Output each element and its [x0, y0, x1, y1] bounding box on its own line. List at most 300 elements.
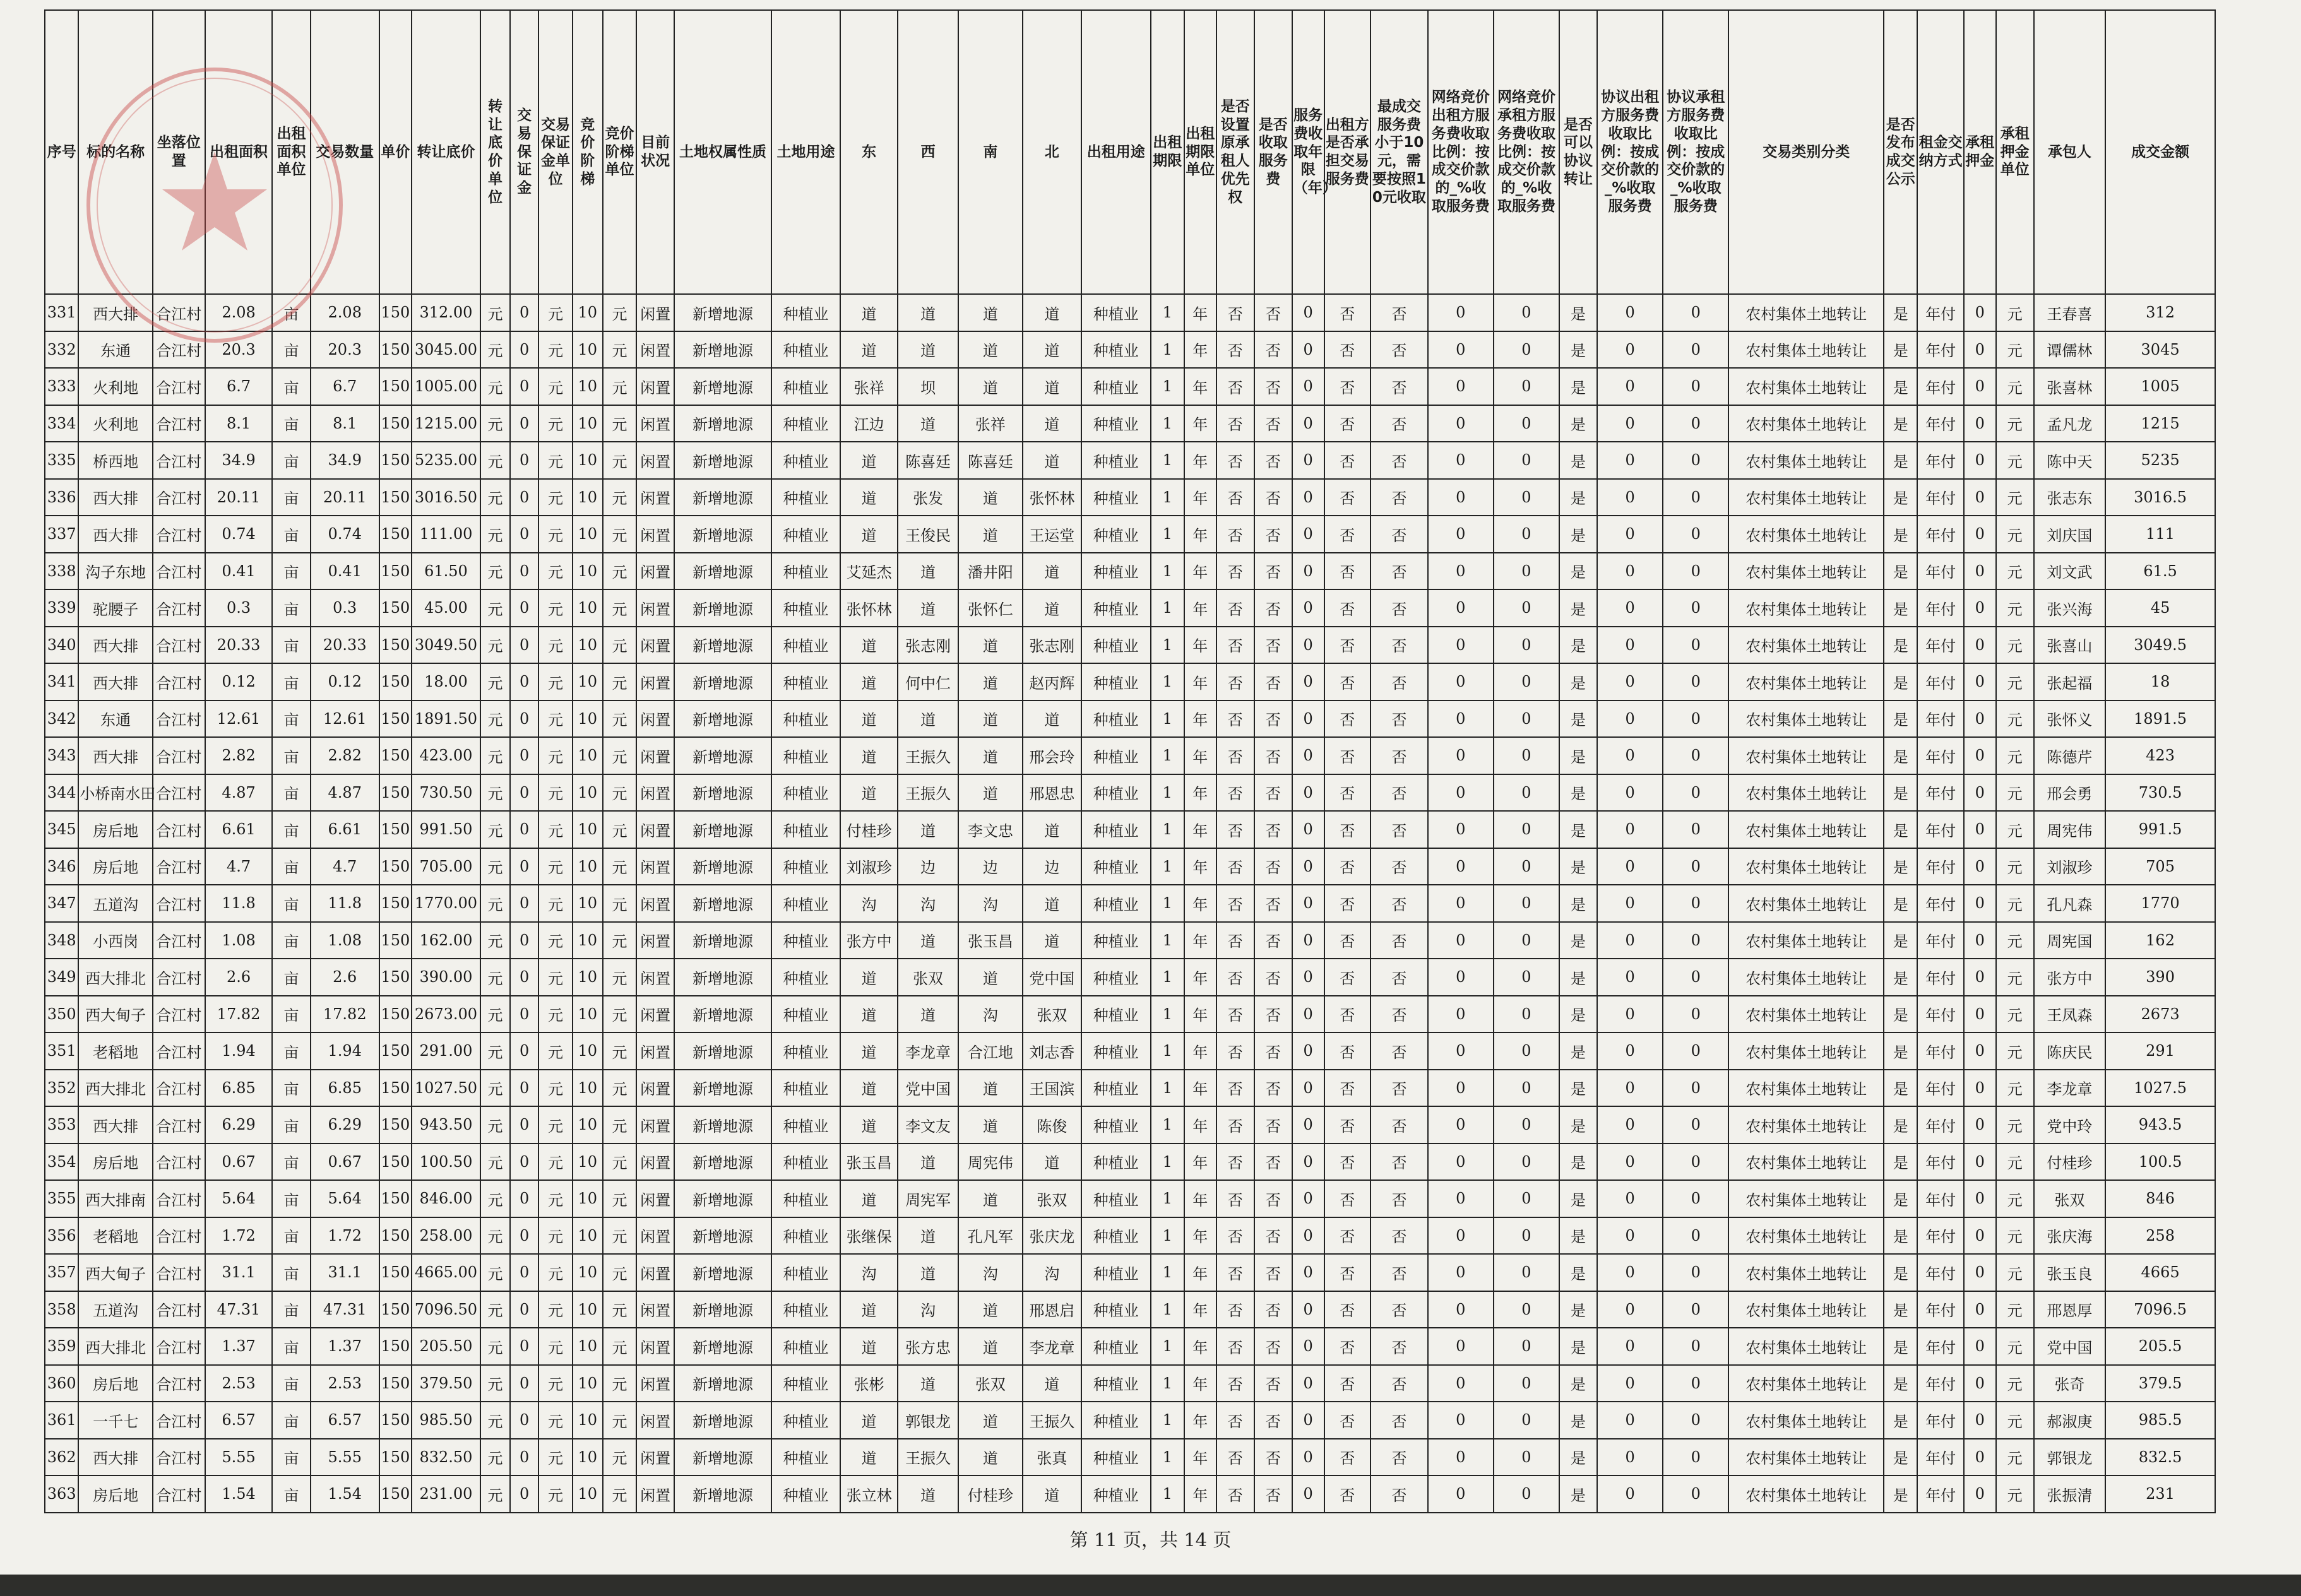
table-cell: 61.50	[412, 553, 480, 590]
table-cell: 闲置	[636, 848, 674, 885]
table-cell: 元	[1996, 405, 2034, 442]
table-cell: 农村集体土地转让	[1728, 996, 1884, 1033]
table-cell: 元	[480, 1217, 510, 1255]
table-cell: 种植业	[1081, 774, 1150, 812]
table-cell: 5.55	[205, 1439, 273, 1476]
table-cell: 10	[573, 479, 603, 516]
table-cell: 元	[603, 1328, 636, 1365]
table-cell: 新增地源	[674, 1106, 771, 1144]
table-cell: 道	[958, 331, 1022, 369]
column-header: 协议承租方服务费收取比例：按成交价款的_%收取服务费	[1663, 10, 1728, 294]
table-cell: 1027.5	[2105, 1070, 2215, 1107]
table-cell: 元	[538, 1180, 572, 1217]
table-cell: 0	[1494, 479, 1559, 516]
table-cell: 否	[1254, 848, 1292, 885]
table-cell: 元	[538, 996, 572, 1033]
table-cell: 0	[510, 331, 538, 369]
table-cell: 1	[1151, 885, 1184, 922]
table-cell: 张双	[1023, 1180, 1081, 1217]
table-cell: 新增地源	[674, 1217, 771, 1255]
table-cell: 否	[1324, 1217, 1370, 1255]
table-cell: 元	[480, 368, 510, 405]
table-cell: 是	[1884, 1291, 1917, 1328]
table-cell: 0	[510, 1475, 538, 1513]
table-cell: 合江村	[153, 405, 205, 442]
table-cell: 郭银龙	[2034, 1439, 2105, 1476]
table-cell: 344	[45, 774, 78, 812]
table-cell: 是	[1559, 1475, 1597, 1513]
table-cell: 合江村	[153, 737, 205, 774]
table-cell: 0	[510, 996, 538, 1033]
table-cell: 0	[1292, 996, 1324, 1033]
table-cell: 王俊民	[898, 516, 958, 553]
table-cell: 元	[603, 627, 636, 664]
table-cell: 张怀林	[840, 589, 898, 627]
table-cell: 4.7	[205, 848, 273, 885]
table-cell: 0	[1663, 663, 1728, 700]
table-cell: 0	[510, 516, 538, 553]
table-cell: 元	[480, 996, 510, 1033]
table-cell: 0	[1494, 589, 1559, 627]
table-cell: 0	[1964, 774, 1996, 812]
table-cell: 否	[1254, 553, 1292, 590]
table-cell: 34.9	[311, 442, 379, 479]
table-cell: 150	[379, 1402, 412, 1439]
table-cell: 338	[45, 553, 78, 590]
table-row	[45, 331, 2215, 369]
table-cell: 0	[1964, 1106, 1996, 1144]
table-cell: 道	[1023, 922, 1081, 959]
table-cell: 西大排	[78, 663, 152, 700]
table-cell: 0	[1428, 442, 1494, 479]
table-cell: 0	[510, 368, 538, 405]
table-cell: 0	[1597, 774, 1663, 812]
table-cell: 10	[573, 811, 603, 848]
table-cell: 道	[958, 516, 1022, 553]
table-cell: 10	[573, 663, 603, 700]
table-cell: 1	[1151, 848, 1184, 885]
table-cell: 0	[510, 1254, 538, 1291]
table-cell: 元	[603, 1032, 636, 1070]
table-cell: 年付	[1917, 848, 1963, 885]
table-cell: 0	[1597, 1180, 1663, 1217]
table-cell: 李龙章	[898, 1032, 958, 1070]
table-cell: 347	[45, 885, 78, 922]
table-cell: 种植业	[1081, 1032, 1150, 1070]
table-cell: 否	[1324, 1106, 1370, 1144]
table-cell: 元	[480, 1439, 510, 1476]
table-cell: 0.12	[311, 663, 379, 700]
table-cell: 新增地源	[674, 553, 771, 590]
table-row	[45, 1106, 2215, 1144]
table-cell: 4665	[2105, 1254, 2215, 1291]
table-cell: 元	[538, 1475, 572, 1513]
table-cell: 343	[45, 737, 78, 774]
table-cell: 否	[1216, 553, 1254, 590]
table-cell: 沟子东地	[78, 553, 152, 590]
table-cell: 道	[840, 663, 898, 700]
table-cell: 闲置	[636, 368, 674, 405]
table-cell: 王国滨	[1023, 1070, 1081, 1107]
table-cell: 是	[1559, 1106, 1597, 1144]
table-cell: 种植业	[1081, 516, 1150, 553]
table-cell: 3016.5	[2105, 479, 2215, 516]
table-cell: 0	[1494, 1144, 1559, 1181]
table-cell: 道	[958, 1328, 1022, 1365]
column-header: 交易数量	[311, 10, 379, 294]
table-cell: 年付	[1917, 516, 1963, 553]
table-cell: 0	[1597, 1291, 1663, 1328]
table-cell: 种植业	[1081, 1106, 1150, 1144]
table-cell: 358	[45, 1291, 78, 1328]
table-cell: 道	[840, 1106, 898, 1144]
table-cell: 潘井阳	[958, 553, 1022, 590]
table-cell: 否	[1216, 663, 1254, 700]
table-cell: 否	[1324, 1144, 1370, 1181]
table-cell: 是	[1884, 1180, 1917, 1217]
table-cell: 元	[1996, 1217, 2034, 1255]
table-cell: 0	[510, 774, 538, 812]
table-cell: 0	[1663, 294, 1728, 331]
table-cell: 否	[1324, 294, 1370, 331]
table-cell: 新增地源	[674, 996, 771, 1033]
table-cell: 孔凡军	[958, 1217, 1022, 1255]
table-cell: 元	[538, 1365, 572, 1402]
table-cell: 闲置	[636, 811, 674, 848]
table-cell: 11.8	[205, 885, 273, 922]
table-cell: 0	[510, 1365, 538, 1402]
table-cell: 是	[1884, 553, 1917, 590]
table-cell: 150	[379, 700, 412, 738]
column-header: 交易类别分类	[1728, 10, 1884, 294]
table-cell: 否	[1216, 737, 1254, 774]
table-cell: 985.5	[2105, 1402, 2215, 1439]
table-cell: 0	[1494, 811, 1559, 848]
table-cell: 2673.00	[412, 996, 480, 1033]
table-cell: 0	[1428, 294, 1494, 331]
table-cell: 年	[1184, 774, 1216, 812]
table-cell: 0	[1663, 1328, 1728, 1365]
table-cell: 是	[1884, 1365, 1917, 1402]
table-cell: 10	[573, 1328, 603, 1365]
table-cell: 351	[45, 1032, 78, 1070]
table-cell: 1	[1151, 1106, 1184, 1144]
table-cell: 张彬	[840, 1365, 898, 1402]
table-cell: 李文忠	[958, 811, 1022, 848]
table-cell: 元	[603, 885, 636, 922]
table-cell: 刘庆国	[2034, 516, 2105, 553]
table-cell: 西大排北	[78, 1328, 152, 1365]
table-cell: 339	[45, 589, 78, 627]
table-cell: 农村集体土地转让	[1728, 737, 1884, 774]
table-cell: 20.33	[311, 627, 379, 664]
table-cell: 道	[958, 294, 1022, 331]
table-cell: 1	[1151, 1180, 1184, 1217]
table-cell: 是	[1559, 700, 1597, 738]
table-cell: 道	[898, 294, 958, 331]
table-cell: 10	[573, 848, 603, 885]
table-cell: 0	[1964, 516, 1996, 553]
table-cell: 合江村	[153, 811, 205, 848]
table-cell: 种植业	[1081, 589, 1150, 627]
table-cell: 150	[379, 405, 412, 442]
table-cell: 150	[379, 368, 412, 405]
table-cell: 新增地源	[674, 442, 771, 479]
table-cell: 10	[573, 700, 603, 738]
table-cell: 闲置	[636, 959, 674, 996]
table-cell: 否	[1370, 516, 1428, 553]
table-cell: 150	[379, 589, 412, 627]
table-cell: 0	[1494, 368, 1559, 405]
table-cell: 元	[538, 885, 572, 922]
table-row	[45, 1070, 2215, 1107]
table-cell: 1	[1151, 996, 1184, 1033]
table-cell: 新增地源	[674, 1032, 771, 1070]
table-row	[45, 405, 2215, 442]
table-cell: 334	[45, 405, 78, 442]
table-cell: 10	[573, 1365, 603, 1402]
table-cell: 0	[1292, 516, 1324, 553]
table-cell: 闲置	[636, 1439, 674, 1476]
table-cell: 否	[1216, 1180, 1254, 1217]
table-cell: 349	[45, 959, 78, 996]
table-cell: 0	[1428, 959, 1494, 996]
table-cell: 否	[1324, 1475, 1370, 1513]
table-cell: 335	[45, 442, 78, 479]
table-cell: 是	[1559, 1217, 1597, 1255]
table-cell: 18.00	[412, 663, 480, 700]
table-cell: 否	[1254, 774, 1292, 812]
table-cell: 0	[1494, 627, 1559, 664]
table-cell: 年	[1184, 1144, 1216, 1181]
table-cell: 元	[1996, 922, 2034, 959]
table-cell: 是	[1559, 294, 1597, 331]
table-cell: 312	[2105, 294, 2215, 331]
table-cell: 闲置	[636, 996, 674, 1033]
table-cell: 0	[1292, 811, 1324, 848]
table-cell: 6.7	[311, 368, 379, 405]
table-cell: 0	[1964, 553, 1996, 590]
table-cell: 道	[898, 1365, 958, 1402]
page-footer: 第 11 页，共 14 页	[1069, 1529, 1232, 1551]
table-cell: 元	[538, 1439, 572, 1476]
table-cell: 0	[1292, 885, 1324, 922]
table-cell: 0	[1663, 1217, 1728, 1255]
table-cell: 元	[603, 294, 636, 331]
table-cell: 新增地源	[674, 1070, 771, 1107]
table-body	[45, 294, 2215, 1513]
table-cell: 5235	[2105, 442, 2215, 479]
table-cell: 1.08	[311, 922, 379, 959]
table-row	[45, 1475, 2215, 1513]
table-cell: 0.3	[311, 589, 379, 627]
table-cell: 年付	[1917, 1291, 1963, 1328]
table-cell: 2.6	[205, 959, 273, 996]
table-cell: 合江村	[153, 1328, 205, 1365]
table-cell: 李龙章	[1023, 1328, 1081, 1365]
table-cell: 元	[1996, 1032, 2034, 1070]
table-cell: 郝淑庚	[2034, 1402, 2105, 1439]
table-cell: 0	[1292, 700, 1324, 738]
table-cell: 0	[1597, 479, 1663, 516]
table-cell: 邢恩启	[1023, 1291, 1081, 1328]
table-cell: 346	[45, 848, 78, 885]
table-cell: 元	[1996, 885, 2034, 922]
table-cell: 0	[1964, 737, 1996, 774]
table-cell: 150	[379, 922, 412, 959]
table-cell: 西大排南	[78, 1180, 152, 1217]
table-cell: 年	[1184, 959, 1216, 996]
table-cell: 张玉昌	[840, 1144, 898, 1181]
table-cell: 道	[958, 368, 1022, 405]
table-cell: 0	[1428, 1328, 1494, 1365]
table-cell: 0	[1597, 1144, 1663, 1181]
table-cell: 150	[379, 553, 412, 590]
table-cell: 150	[379, 1217, 412, 1255]
table-cell: 否	[1216, 589, 1254, 627]
table-cell: 合江村	[153, 1254, 205, 1291]
table-cell: 沟	[840, 885, 898, 922]
table-cell: 亩	[272, 1070, 310, 1107]
table-cell: 否	[1370, 959, 1428, 996]
table-cell: 种植业	[1081, 1365, 1150, 1402]
table-cell: 31.1	[311, 1254, 379, 1291]
table-cell: 0	[1428, 885, 1494, 922]
table-cell: 350	[45, 996, 78, 1033]
table-cell: 61.5	[2105, 553, 2215, 590]
table-cell: 元	[1996, 959, 2034, 996]
table-cell: 元	[603, 959, 636, 996]
table-cell: 农村集体土地转让	[1728, 294, 1884, 331]
table-cell: 1027.50	[412, 1070, 480, 1107]
table-cell: 34.9	[205, 442, 273, 479]
table-cell: 0	[1292, 553, 1324, 590]
table-cell: 种植业	[771, 1180, 840, 1217]
table-cell: 否	[1254, 479, 1292, 516]
table-cell: 边	[958, 848, 1022, 885]
table-cell: 379.50	[412, 1365, 480, 1402]
table-cell: 否	[1370, 1070, 1428, 1107]
table-row	[45, 922, 2215, 959]
table-cell: 新增地源	[674, 589, 771, 627]
table-cell: 农村集体土地转让	[1728, 1180, 1884, 1217]
table-cell: 否	[1254, 294, 1292, 331]
table-cell: 否	[1370, 737, 1428, 774]
table-cell: 0	[1428, 516, 1494, 553]
table-cell: 111	[2105, 516, 2215, 553]
table-cell: 是	[1884, 1106, 1917, 1144]
table-cell: 西大甸子	[78, 1254, 152, 1291]
table-cell: 种植业	[1081, 959, 1150, 996]
table-cell: 新增地源	[674, 700, 771, 738]
table-cell: 0.12	[205, 663, 273, 700]
table-cell: 王振久	[898, 774, 958, 812]
table-cell: 老稻地	[78, 1217, 152, 1255]
table-cell: 新增地源	[674, 479, 771, 516]
table-cell: 是	[1559, 553, 1597, 590]
table-cell: 年付	[1917, 737, 1963, 774]
table-cell: 新增地源	[674, 922, 771, 959]
table-cell: 元	[1996, 1328, 2034, 1365]
table-cell: 348	[45, 922, 78, 959]
table-cell: 种植业	[1081, 405, 1150, 442]
table-row	[45, 737, 2215, 774]
table-cell: 道	[840, 1402, 898, 1439]
table-cell: 0	[510, 479, 538, 516]
table-cell: 是	[1884, 737, 1917, 774]
table-cell: 元	[480, 479, 510, 516]
table-cell: 道	[840, 1291, 898, 1328]
table-cell: 张双	[898, 959, 958, 996]
table-cell: 否	[1324, 1291, 1370, 1328]
table-cell: 道	[898, 1475, 958, 1513]
column-header: 出租期限	[1151, 10, 1184, 294]
table-cell: 0.3	[205, 589, 273, 627]
table-cell: 是	[1884, 442, 1917, 479]
table-cell: 0	[1428, 1106, 1494, 1144]
table-cell: 元	[480, 922, 510, 959]
table-cell: 元	[480, 516, 510, 553]
table-cell: 种植业	[1081, 479, 1150, 516]
table-cell: 3049.50	[412, 627, 480, 664]
table-cell: 种植业	[771, 959, 840, 996]
table-cell: 否	[1370, 1180, 1428, 1217]
table-cell: 新增地源	[674, 516, 771, 553]
column-header: 网络竞价承租方服务费收取比例：按成交价款的_%收取服务费	[1494, 10, 1559, 294]
table-cell: 363	[45, 1475, 78, 1513]
table-cell: 0	[1292, 1106, 1324, 1144]
table-cell: 否	[1370, 996, 1428, 1033]
table-cell: 0	[1964, 1032, 1996, 1070]
column-header: 标的名称	[78, 10, 152, 294]
table-cell: 6.61	[311, 811, 379, 848]
table-cell: 1	[1151, 479, 1184, 516]
table-cell: 年	[1184, 700, 1216, 738]
column-header: 承包人	[2034, 10, 2105, 294]
table-cell: 10	[573, 996, 603, 1033]
table-cell: 否	[1370, 553, 1428, 590]
table-cell: 否	[1216, 405, 1254, 442]
table-cell: 是	[1559, 516, 1597, 553]
table-cell: 是	[1559, 479, 1597, 516]
table-cell: 道	[840, 1032, 898, 1070]
table-cell: 亩	[272, 885, 310, 922]
table-cell: 年	[1184, 1365, 1216, 1402]
table-cell: 1891.50	[412, 700, 480, 738]
table-cell: 0	[1428, 1144, 1494, 1181]
table-cell: 1	[1151, 1254, 1184, 1291]
table-cell: 西大排	[78, 479, 152, 516]
column-header: 承租押金	[1964, 10, 1996, 294]
table-cell: 孔凡森	[2034, 885, 2105, 922]
table-cell: 江边	[840, 405, 898, 442]
table-cell: 是	[1559, 774, 1597, 812]
table-cell: 元	[603, 663, 636, 700]
table-cell: 是	[1559, 996, 1597, 1033]
table-cell: 元	[480, 1254, 510, 1291]
table-cell: 705.00	[412, 848, 480, 885]
table-cell: 0	[1292, 294, 1324, 331]
table-cell: 新增地源	[674, 1254, 771, 1291]
table-cell: 亩	[272, 1475, 310, 1513]
table-cell: 道	[958, 737, 1022, 774]
table-cell: 0	[1428, 848, 1494, 885]
column-header: 是否设置原承租人优先权	[1216, 10, 1254, 294]
table-cell: 种植业	[1081, 1144, 1150, 1181]
table-cell: 0	[1964, 848, 1996, 885]
table-cell: 0	[510, 1217, 538, 1255]
table-cell: 否	[1216, 700, 1254, 738]
